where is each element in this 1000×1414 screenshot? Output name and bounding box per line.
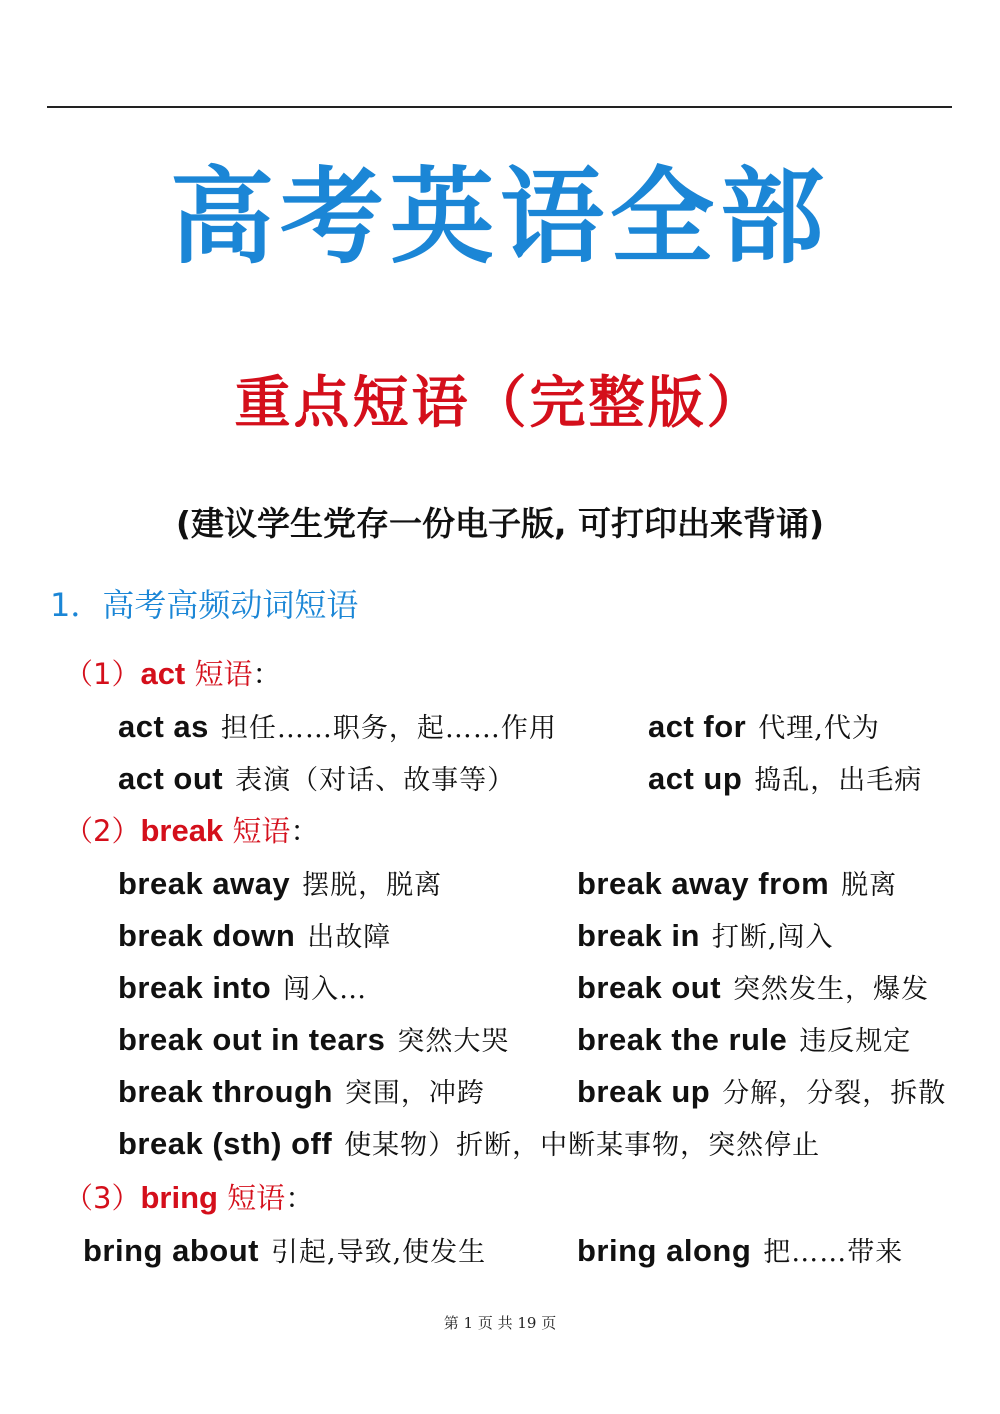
phrase-entry <box>577 917 833 954</box>
phrase-chinese: 使某物）折断，中断某事物，突然停止 <box>344 1130 821 1161</box>
group-suffix: 短语 <box>232 814 291 848</box>
group-keyword: bring <box>140 1180 218 1215</box>
group-suffix: 短语 <box>227 1181 286 1215</box>
phrase-chinese: 突围，冲跨 <box>344 1078 485 1109</box>
phrase-chinese: 代理,代为 <box>758 713 880 744</box>
group-heading-act <box>64 655 282 692</box>
phrase-chinese: 担任……职务，起……作用 <box>220 713 557 744</box>
phrase-entry <box>577 1021 911 1058</box>
phrase-english: break into <box>118 970 272 1005</box>
phrase-chinese: 违反规定 <box>799 1026 912 1057</box>
phrase-entry <box>648 708 880 745</box>
phrase-english: bring about <box>83 1233 259 1268</box>
phrase-english: break the rule <box>577 1022 788 1057</box>
phrase-english: break out in tears <box>118 1022 386 1057</box>
phrase-chinese: 表演（对话、故事等） <box>235 765 516 796</box>
phrase-entry <box>118 917 391 954</box>
phrase-english: break down <box>118 918 296 953</box>
phrase-entry <box>118 1021 509 1058</box>
study-note: (建议学生党存一份电子版, 可打印出来背诵) <box>175 504 825 543</box>
top-divider <box>47 106 952 108</box>
phrase-english: break out <box>577 970 722 1005</box>
phrase-english: break (sth) off <box>118 1126 333 1161</box>
phrase-chinese: 捣乱，出毛病 <box>754 765 923 796</box>
section-title: 1．高考高频动词短语 <box>50 586 359 624</box>
phrase-chinese: 引起,导致,使发生 <box>270 1237 487 1268</box>
phrase-chinese: 闯入… <box>283 974 368 1005</box>
phrase-entry <box>577 1232 903 1269</box>
phrase-entry <box>648 760 922 797</box>
phrase-chinese: 把……带来 <box>763 1237 904 1268</box>
group-colon: ： <box>252 657 282 691</box>
phrase-entry <box>577 865 897 902</box>
phrase-english: act as <box>118 709 209 744</box>
phrase-english: break up <box>577 1074 711 1109</box>
phrase-english: break away from <box>577 866 830 901</box>
phrase-english: act up <box>648 761 743 796</box>
phrase-entry <box>118 969 367 1006</box>
phrase-chinese: 脱离 <box>841 870 898 901</box>
phrase-entry <box>118 760 515 797</box>
phrase-entry <box>118 708 557 745</box>
phrase-entry <box>83 1232 486 1269</box>
phrase-chinese: 突然大哭 <box>397 1026 510 1057</box>
group-heading-break <box>64 812 319 849</box>
page-footer: 第 1 页 共 19 页 <box>443 1314 557 1332</box>
phrase-english: act for <box>648 709 747 744</box>
phrase-entry <box>118 1073 485 1110</box>
phrase-entry <box>118 865 442 902</box>
group-colon: ： <box>290 814 320 848</box>
phrase-english: bring along <box>577 1233 752 1268</box>
phrase-chinese: 出故障 <box>307 922 392 953</box>
phrase-chinese: 突然发生，爆发 <box>733 974 930 1005</box>
group-keyword: break <box>140 813 224 848</box>
phrase-chinese: 分解，分裂，拆散 <box>722 1078 947 1109</box>
phrase-entry <box>118 1125 820 1162</box>
phrase-chinese: 摆脱，脱离 <box>302 870 443 901</box>
phrase-entry <box>577 969 929 1006</box>
phrase-english: break in <box>577 918 700 953</box>
phrase-english: break away <box>118 866 291 901</box>
group-number: （1） <box>64 657 141 691</box>
subtitle: 重点短语（完整版） <box>234 371 766 436</box>
group-number: （3） <box>64 1181 141 1215</box>
phrase-english: act out <box>118 761 224 796</box>
group-colon: ： <box>285 1181 315 1215</box>
phrase-entry <box>577 1073 946 1110</box>
group-keyword: act <box>140 656 186 691</box>
phrase-chinese: 打断,闯入 <box>711 922 834 953</box>
phrase-english: break through <box>118 1074 333 1109</box>
group-heading-bring <box>64 1179 314 1216</box>
main-title: 高考英语全部 <box>169 156 830 278</box>
group-suffix: 短语 <box>194 657 253 691</box>
group-number: （2） <box>64 814 141 848</box>
